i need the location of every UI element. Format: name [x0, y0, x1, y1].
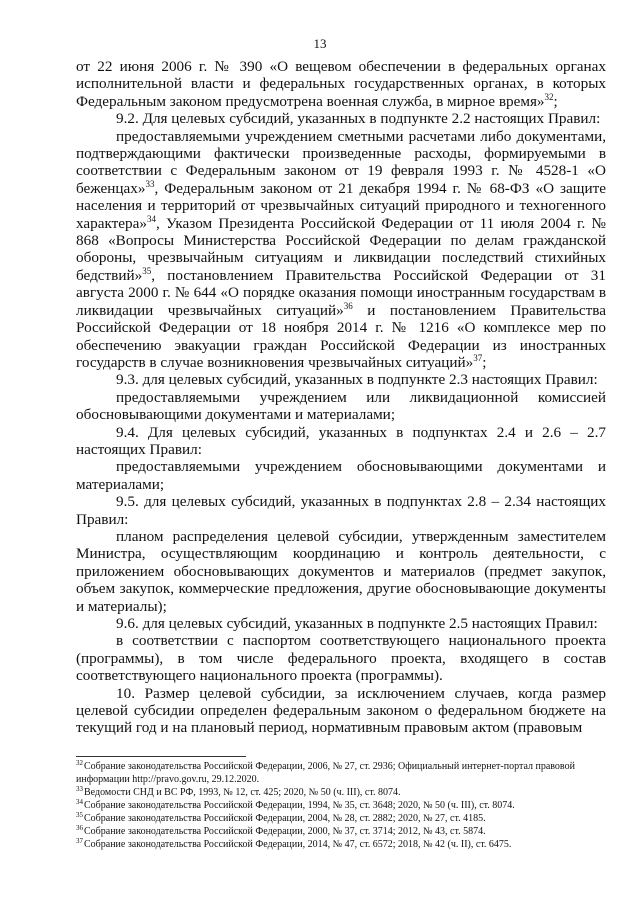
footnote-separator — [76, 756, 246, 757]
document-body — [76, 58, 606, 737]
footnote-ref: 34 — [146, 213, 156, 224]
paragraph — [76, 685, 606, 737]
paragraph-text: 9.3. для целевых субсидий, указанных в подпункте 2.3 настоящих Правил: — [116, 371, 598, 389]
paragraph — [76, 632, 606, 684]
paragraph-text: предоставляемыми учреждением или ликвидационной комиссией обосновывающими документами и материалами; — [76, 388, 606, 424]
paragraph — [76, 110, 606, 127]
footnote-number: 33 — [76, 784, 83, 793]
footnote-ref: 33 — [145, 178, 155, 189]
footnote — [76, 786, 606, 799]
footnote-text: Собрание законодательства Российской Федерации, 2014, № 47, ст. 6572; 2018, № 42 (ч. II), ст. 6475. — [84, 839, 512, 850]
footnote-ref: 35 — [142, 265, 152, 276]
footnote-number: 36 — [76, 823, 83, 832]
footnote-number: 37 — [76, 836, 83, 845]
footnote — [76, 812, 606, 825]
footnote-number: 34 — [76, 797, 83, 806]
footnote — [76, 760, 606, 786]
paragraph-text: от 22 июня 2006 г. № 390 «О вещевом обеспечении в федеральных органах исполнительной власти и федеральных государственных органах, в которых Федеральным законом предусмотрена военная служба, в мирное время» — [76, 58, 606, 110]
paragraph-text: ; — [553, 92, 558, 110]
footnote-text: Ведомости СНД и ВС РФ, 1993, № 12, ст. 425; 2020, № 50 (ч. III), ст. 8074. — [84, 787, 401, 798]
paragraph — [76, 371, 606, 388]
paragraph-text: 9.5. для целевых субсидий, указанных в подпунктах 2.8 – 2.34 настоящих Правил: — [76, 493, 606, 528]
paragraph — [76, 389, 606, 424]
paragraph-text: предоставляемыми учреждением сметными расчетами либо документами, подтверждающими фактически произведенные расходы, формируемыми в соответствии с Федеральным законом от 19 февраля 1993 г. № 4528-1 «О беженцах» — [76, 127, 606, 197]
paragraph — [76, 424, 606, 459]
page-number: 13 — [313, 36, 327, 51]
paragraph-text: предоставляемыми учреждением обосновывающими документами и материалами; — [76, 458, 606, 493]
paragraph — [76, 615, 606, 632]
footnote — [76, 825, 606, 838]
paragraph-text: 9.6. для целевых субсидий, указанных в подпункте 2.5 настоящих Правил: — [116, 615, 598, 632]
footnote — [76, 799, 606, 812]
paragraph-text: 9.4. Для целевых субсидий, указанных в подпунктах 2.4 и 2.6 – 2.7 настоящих Правил: — [76, 423, 606, 458]
footnote-ref: 37 — [473, 352, 483, 363]
footnote-text: Собрание законодательства Российской Федерации, 2006, № 27, ст. 2936; Официальный интернет-портал правовой информации http://pravo.gov.ru, 29.12.2020. — [76, 761, 575, 785]
footnotes — [76, 756, 606, 851]
footnote-text: Собрание законодательства Российской Федерации, 2000, № 37, ст. 3714; 2012, № 43, ст. 5874. — [84, 826, 486, 837]
footnote-number: 32 — [76, 758, 83, 767]
paragraph — [76, 58, 606, 110]
paragraph-text: 10. Размер целевой субсидии, за исключением случаев, когда размер целевой субсидии определен федеральным законом о федеральном бюджете на текущий год и на плановый период, нормативным правовым актом (правовым — [76, 684, 606, 737]
footnote-text: Собрание законодательства Российской Федерации, 1994, № 35, ст. 3648; 2020, № 50 (ч. III), ст. 8074. — [84, 800, 515, 811]
footnote-number: 35 — [76, 810, 83, 819]
paragraph-text: в соответствии с паспортом соответствующего национального проекта (программы), в том числе федерального проекта, входящего в состав соответствующего национального проекта (программы). — [76, 632, 606, 685]
footnote-list — [76, 760, 606, 851]
footnote-ref: 32 — [544, 91, 554, 102]
paragraph-text: , Указом Президента Российской Федерации от 11 июля 2004 г. № 868 «Вопросы Министерства Российской Федерации по делам гражданской обороны, чрезвычайным ситуациям и ликвидации последствий стихийных бедствий» — [76, 214, 606, 284]
footnote-text: Собрание законодательства Российской Федерации, 2004, № 28, ст. 2882; 2020, № 27, ст. 4185. — [84, 813, 486, 824]
paragraph — [76, 528, 606, 615]
paragraph — [76, 458, 606, 493]
paragraph-text: планом распределения целевой субсидии, утвержденным заместителем Министра, осуществляющим координацию и контроль деятельности, с приложением обосновывающих документов и материалов (предмет закупок, объем закупок, коммерческие предложения, другие обосновывающие документы и материалы); — [76, 527, 606, 615]
paragraph-text: ; — [482, 353, 487, 371]
paragraph-text: 9.2. Для целевых субсидий, указанных в подпункте 2.2 настоящих Правил: — [116, 110, 601, 128]
paragraph-text: , Федеральным законом от 21 декабря 1994 г. № 68-ФЗ «О защите населения и территорий от чрезвычайных ситуаций природного и техногенного характера» — [76, 179, 606, 232]
paragraph — [76, 493, 606, 528]
footnote-ref: 36 — [343, 300, 353, 311]
footnote — [76, 838, 606, 851]
paragraph-text: , постановлением Правительства Российской Федерации от 31 августа 2000 г. № 644 «О порядке оказания помощи иностранным государствам в ликвидации чрезвычайных ситуаций» — [76, 266, 606, 319]
paragraph-text: и постановлением Правительства Российской Федерации от 18 ноября 2014 г. № 1216 «О комплексе мер по обеспечению эвакуации граждан Российской Федерации из иностранных государств в случае возникновения чрезвычайных ситуаций» — [76, 301, 606, 371]
paragraph — [76, 128, 606, 372]
